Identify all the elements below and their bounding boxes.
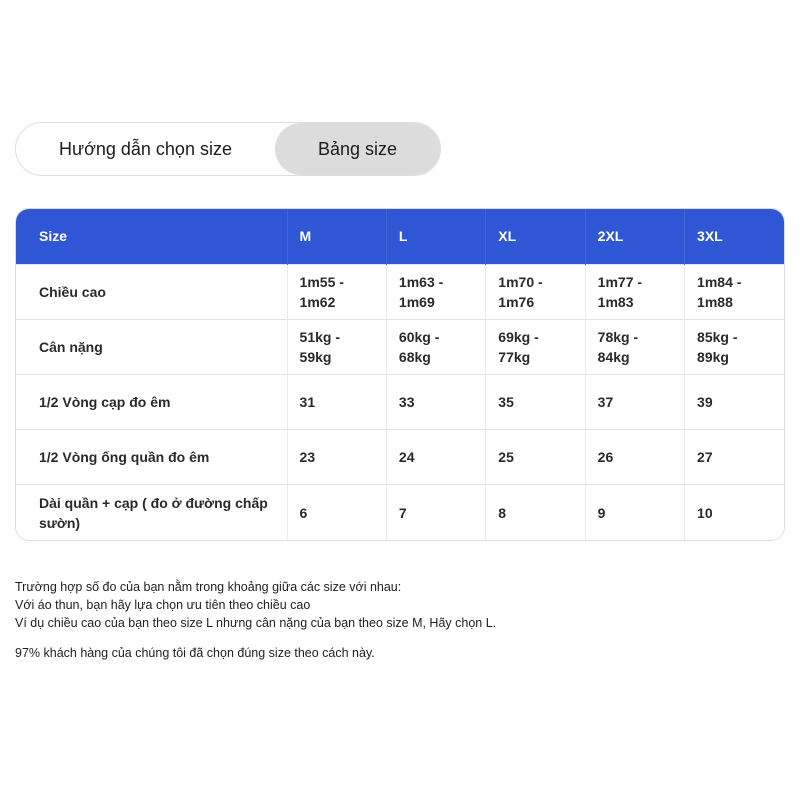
note-line: Với áo thun, bạn hãy lựa chọn ưu tiên theo chiều cao <box>15 598 311 612</box>
table-cell: 23 <box>287 429 386 484</box>
table-cell: 33 <box>386 374 485 429</box>
note-line: Ví dụ chiều cao của bạn theo size L nhưng cân nặng của bạn theo size M, Hãy chọn L. <box>15 616 497 630</box>
table-row <box>16 374 784 429</box>
table-cell: 6 <box>287 484 386 541</box>
size-notes <box>15 578 785 662</box>
size-table-container <box>15 208 785 541</box>
note-line: Trường hợp số đo của bạn nằm trong khoảng giữa các size với nhau: <box>15 580 402 594</box>
table-cell: 78kg - 84kg <box>585 319 684 374</box>
table-row <box>16 319 784 374</box>
row-label-waist: 1/2 Vòng cạp đo êm <box>16 374 287 429</box>
header-xl: XL <box>486 209 585 264</box>
table-cell: 85kg - 89kg <box>685 319 784 374</box>
table-cell: 7 <box>386 484 485 541</box>
table-cell: 39 <box>685 374 784 429</box>
table-cell: 25 <box>486 429 585 484</box>
table-row <box>16 429 784 484</box>
tab-size-table[interactable]: Bảng size <box>275 123 440 175</box>
header-size: Size <box>39 228 68 245</box>
table-cell: 37 <box>585 374 684 429</box>
note-line: 97% khách hàng của chúng tôi đã chọn đúng size theo cách này. <box>15 646 375 660</box>
table-cell: 1m84 - 1m88 <box>685 264 784 319</box>
table-row <box>16 484 784 541</box>
table-cell: 60kg - 68kg <box>386 319 485 374</box>
header-m: M <box>287 209 386 264</box>
table-header-row <box>16 209 784 264</box>
table-cell: 27 <box>685 429 784 484</box>
table-cell: 1m55 - 1m62 <box>287 264 386 319</box>
header-3xl: 3XL <box>685 209 784 264</box>
row-label-leg-opening: 1/2 Vòng ống quần đo êm <box>16 429 287 484</box>
table-cell: 31 <box>287 374 386 429</box>
table-cell: 1m77 - 1m83 <box>585 264 684 319</box>
size-tabs <box>15 122 441 176</box>
tab-size-guide[interactable]: Hướng dẫn chọn size <box>59 138 232 159</box>
size-table <box>16 209 784 541</box>
row-label-height: Chiều cao <box>16 264 287 319</box>
header-2xl: 2XL <box>585 209 684 264</box>
row-label-weight: Cân nặng <box>16 319 287 374</box>
table-cell: 35 <box>486 374 585 429</box>
table-cell: 51kg - 59kg <box>287 319 386 374</box>
table-cell: 69kg - 77kg <box>486 319 585 374</box>
table-cell: 9 <box>585 484 684 541</box>
table-row <box>16 264 784 319</box>
table-cell: 1m63 - 1m69 <box>386 264 485 319</box>
row-label-length: Dài quần + cạp ( đo ở đường chấp sườn) <box>16 484 287 541</box>
table-cell: 24 <box>386 429 485 484</box>
table-cell: 10 <box>685 484 784 541</box>
table-cell: 8 <box>486 484 585 541</box>
table-cell: 26 <box>585 429 684 484</box>
header-l: L <box>386 209 485 264</box>
table-cell: 1m70 - 1m76 <box>486 264 585 319</box>
